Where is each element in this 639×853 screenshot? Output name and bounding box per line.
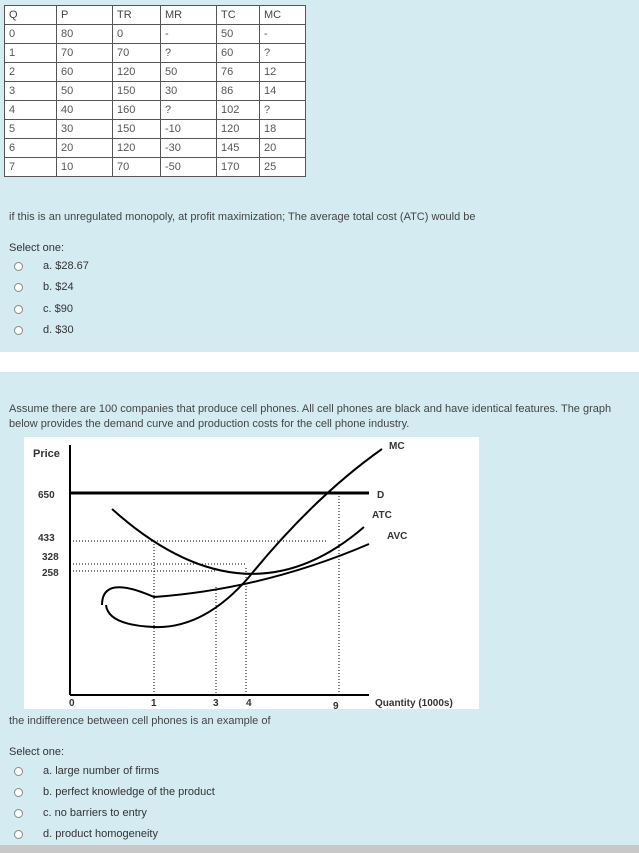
bottom-bar xyxy=(0,845,639,853)
price-tick-328: 328 xyxy=(42,552,59,563)
cell-q: 2 xyxy=(5,63,57,82)
radio-button-icon[interactable] xyxy=(14,788,23,797)
radio-button-icon[interactable] xyxy=(14,305,23,314)
cell-mc: - xyxy=(260,25,306,44)
header-tr: TR xyxy=(113,6,161,25)
table-row xyxy=(5,25,306,44)
price-tick-258: 258 xyxy=(42,568,59,579)
cell-mc: 25 xyxy=(260,158,306,177)
option-label: d. $30 xyxy=(43,324,74,336)
quantity-tick-4: 4 xyxy=(246,698,252,709)
quantity-tick-9: 9 xyxy=(333,701,339,709)
cell-p: 40 xyxy=(57,101,113,120)
cell-tc: 86 xyxy=(217,82,260,101)
cell-p: 50 xyxy=(57,82,113,101)
question-1-panel xyxy=(0,0,639,352)
radio-button-icon[interactable] xyxy=(14,767,23,776)
table-row xyxy=(5,101,306,120)
table-row xyxy=(5,158,306,177)
option-label: a. $28.67 xyxy=(43,260,89,272)
table-row xyxy=(5,82,306,101)
demand-label: D xyxy=(377,490,385,501)
option-b[interactable] xyxy=(14,281,74,293)
cell-tc: 170 xyxy=(217,158,260,177)
quantity-tick-0: 0 xyxy=(69,698,75,709)
cell-p: 60 xyxy=(57,63,113,82)
radio-button-icon[interactable] xyxy=(14,809,23,818)
radio-button-icon[interactable] xyxy=(14,283,23,292)
question-separator xyxy=(0,352,639,372)
option-label: c. $90 xyxy=(43,303,73,315)
cost-curves-graph xyxy=(24,437,479,709)
cell-mr: 30 xyxy=(161,82,217,101)
option-c[interactable] xyxy=(14,303,73,315)
cell-q: 3 xyxy=(5,82,57,101)
x-axis-label: Quantity (1000s) xyxy=(375,698,453,709)
cell-tr: 0 xyxy=(113,25,161,44)
cell-mr: -50 xyxy=(161,158,217,177)
select-one-label: Select one: xyxy=(9,242,65,254)
table-row xyxy=(5,120,306,139)
cell-mc: 20 xyxy=(260,139,306,158)
price-tick-433: 433 xyxy=(38,533,55,544)
cell-tc: 60 xyxy=(217,44,260,63)
radio-button-icon[interactable] xyxy=(14,326,23,335)
option-label: c. no barriers to entry xyxy=(43,807,147,819)
price-tick-650: 650 xyxy=(38,490,55,501)
cell-q: 0 xyxy=(5,25,57,44)
option-a[interactable] xyxy=(14,260,89,272)
cell-q: 7 xyxy=(5,158,57,177)
table-row xyxy=(5,63,306,82)
question-2-prompt: Assume there are 100 companies that produce cell phones. All cell phones are black and have identical features. The graph below provides the demand curve and production costs for the cell phone industry. xyxy=(9,403,612,430)
header-mc: MC xyxy=(260,6,306,25)
cell-q: 4 xyxy=(5,101,57,120)
option-d[interactable] xyxy=(14,828,158,840)
cell-mc: ? xyxy=(260,101,306,120)
cell-mr: ? xyxy=(161,101,217,120)
cell-p: 80 xyxy=(57,25,113,44)
table-row xyxy=(5,44,306,63)
cell-tr: 70 xyxy=(113,44,161,63)
radio-button-icon[interactable] xyxy=(14,262,23,271)
radio-button-icon[interactable] xyxy=(14,830,23,839)
header-p: P xyxy=(57,6,113,25)
cell-tc: 120 xyxy=(217,120,260,139)
cell-mr: 50 xyxy=(161,63,217,82)
question-1-prompt: if this is an unregulated monopoly, at profit maximization; The average total cost (ATC) would be xyxy=(9,211,476,223)
mc-label: MC xyxy=(389,441,405,452)
option-d[interactable] xyxy=(14,324,74,336)
header-q: Q xyxy=(5,6,57,25)
option-c[interactable] xyxy=(14,807,147,819)
cell-mr: -30 xyxy=(161,139,217,158)
cell-tc: 50 xyxy=(217,25,260,44)
option-label: d. product homogeneity xyxy=(43,828,158,840)
option-label: b. perfect knowledge of the product xyxy=(43,786,215,798)
cell-p: 70 xyxy=(57,44,113,63)
header-mr: MR xyxy=(161,6,217,25)
cell-q: 6 xyxy=(5,139,57,158)
cell-tr: 150 xyxy=(113,82,161,101)
cell-tc: 102 xyxy=(217,101,260,120)
quantity-tick-3: 3 xyxy=(213,698,219,709)
option-b[interactable] xyxy=(14,786,215,798)
cell-q: 5 xyxy=(5,120,57,139)
cell-mc: ? xyxy=(260,44,306,63)
cell-p: 20 xyxy=(57,139,113,158)
table-header-row xyxy=(5,6,306,25)
cell-mr: -10 xyxy=(161,120,217,139)
cell-p: 10 xyxy=(57,158,113,177)
table-row xyxy=(5,139,306,158)
cell-tr: 150 xyxy=(113,120,161,139)
cell-tc: 145 xyxy=(217,139,260,158)
cell-q: 1 xyxy=(5,44,57,63)
cell-tr: 120 xyxy=(113,63,161,82)
select-one-label: Select one: xyxy=(9,746,65,758)
y-axis-label: Price xyxy=(33,448,60,460)
cell-tc: 76 xyxy=(217,63,260,82)
cost-revenue-table xyxy=(4,5,306,177)
avc-label: AVC xyxy=(387,531,408,542)
option-label: a. large number of firms xyxy=(43,765,160,777)
cell-mr: - xyxy=(161,25,217,44)
cell-mc: 18 xyxy=(260,120,306,139)
question-2-sub-prompt: the indifference between cell phones is an example of xyxy=(9,715,271,727)
header-tc: TC xyxy=(217,6,260,25)
option-label: b. $24 xyxy=(43,281,74,293)
quantity-tick-1: 1 xyxy=(151,698,157,709)
cell-tr: 160 xyxy=(113,101,161,120)
cell-tr: 120 xyxy=(113,139,161,158)
graph-svg xyxy=(24,437,479,709)
cell-tr: 70 xyxy=(113,158,161,177)
cell-mr: ? xyxy=(161,44,217,63)
cell-mc: 14 xyxy=(260,82,306,101)
atc-label: ATC xyxy=(372,510,392,521)
cell-mc: 12 xyxy=(260,63,306,82)
option-a[interactable] xyxy=(14,765,159,777)
cell-p: 30 xyxy=(57,120,113,139)
